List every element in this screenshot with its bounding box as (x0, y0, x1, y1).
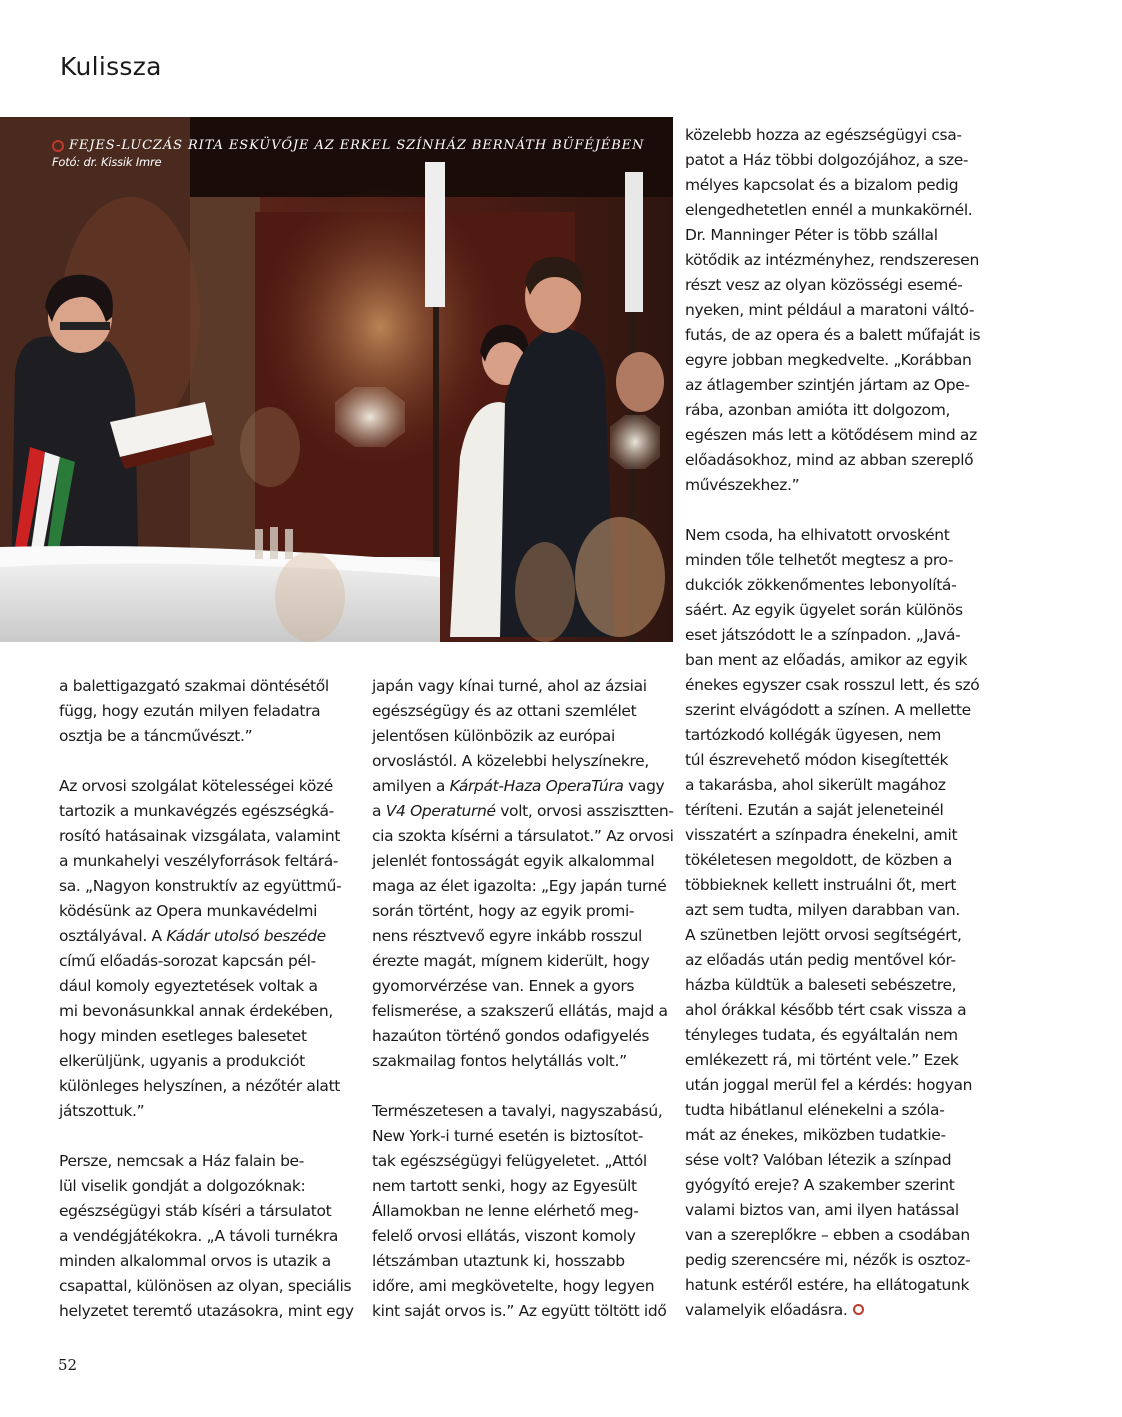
text-line: jelentősen különbözik az európai (372, 727, 615, 745)
wedding-photo (0, 117, 673, 642)
text-line: hazaúton történő gondos odafigyelés (372, 1027, 650, 1045)
ring-bullet-icon (52, 140, 64, 152)
paragraph-gap (685, 498, 980, 523)
text-line: amilyen a Kárpát-Haza OperaTúra vagy (372, 777, 665, 795)
text-line: japán vagy kínai turné, ahol az ázsiai (372, 677, 647, 695)
text-line: maga az élet igazolta: „Egy japán turné (372, 877, 667, 895)
text-line: a V4 Operaturné volt, orvosi asszisztten- (372, 802, 674, 820)
text-line: téríteni. Ezután a saját jeleneteinél (685, 801, 944, 819)
text-line: részt vesz az olyan közösségi esemé- (685, 276, 963, 294)
text-line: Persze, nemcsak a Ház falain be- (59, 1152, 304, 1170)
text-line: időre, ami megkövetelte, hogy legyen (372, 1277, 655, 1295)
text-line: azt sem tudta, milyen darabban van. (685, 901, 960, 919)
text-line: egészségügy és az ottani szemlélet (372, 702, 637, 720)
text-line: szerint elvágódott a színen. A mellette (685, 701, 971, 719)
paragraph-gap (59, 749, 354, 774)
text-line: emlékezett rá, mi történt vele.” Ezek (685, 1051, 959, 1069)
text-line: az előadás után pedig mentővel kór- (685, 951, 956, 969)
text-line: ahol órákkal később tért csak vissza a (685, 1001, 967, 1019)
text-line: Nem csoda, ha elhivatott orvosként (685, 526, 950, 544)
text-line: patot a Ház többi dolgozójához, a sze- (685, 151, 969, 169)
text-line: című előadás-sorozat kapcsán pél- (59, 952, 316, 970)
text-line: tak egészségügyi felügyeletet. „Attól (372, 1152, 647, 1170)
text-line: cia szokta kísérni a társulatot.” Az orvosi (372, 827, 674, 845)
text-line: visszatért a színpadra énekelni, amit (685, 826, 958, 844)
text-line: nens résztvevő egyre inkább rosszul (372, 927, 642, 945)
text-line: játszottuk.” (59, 1102, 145, 1120)
text-line: érezte magát, mígnem kiderült, hogy (372, 952, 650, 970)
text-line: az átlagember szintjén jártam az Ope- (685, 376, 970, 394)
text-line: hatunk estéről estére, ha ellátogatunk (685, 1276, 970, 1294)
article-column-1 (59, 674, 354, 1324)
text-line: mi bevonásunkkal annak érdekében, (59, 1002, 333, 1020)
text-line: nyeken, mint például a maratoni váltó- (685, 301, 975, 319)
text-line: után joggal merül fel a kérdés: hogyan (685, 1076, 973, 1094)
text-line: egyre jobban megkedvelte. „Korábban (685, 351, 972, 369)
text-line: csapattal, különösen az olyan, speciális (59, 1277, 352, 1295)
text-line: A szünetben lejött orvosi segítségért, (685, 926, 962, 944)
text-line: mélyes kapcsolat és a bizalom pedig (685, 176, 959, 194)
text-line: rába, azonban amióta itt dolgozom, (685, 401, 951, 419)
text-line: Dr. Manninger Péter is több szállal (685, 226, 938, 244)
text-line: ködésünk az Opera munkavédelmi (59, 902, 318, 920)
caption-title (52, 138, 644, 153)
text-line: túl észrevehető módon kisegítették (685, 751, 949, 769)
text-line: létszámban utaztunk ki, hosszabb (372, 1252, 625, 1270)
text-line: futás, de az opera és a balett műfaját is (685, 326, 981, 344)
text-line: mát az énekes, miközben tudatkie- (685, 1126, 946, 1144)
text-line: gyógyító ereje? A szakember szerint (685, 1176, 955, 1194)
text-line: kötődik az intézményhez, rendszeresen (685, 251, 979, 269)
text-line: tartozik a munkavégzés egészségká- (59, 802, 334, 820)
text-line: sa. „Nagyon konstruktív az együttmű- (59, 877, 342, 895)
text-line: osztályával. A Kádár utolsó beszéde (59, 927, 326, 945)
text-line: dául komoly egyeztetések voltak a (59, 977, 318, 995)
page-number: 52 (58, 1356, 78, 1374)
text-line: egészen más lett a kötődésem mind az (685, 426, 977, 444)
text-line: tartózkodó kollégák ügyesen, nem (685, 726, 942, 744)
work-title: V4 Operaturné (385, 802, 496, 820)
text-line: eset játszódott le a színpadon. „Javá- (685, 626, 961, 644)
caption-title-text: FEJES-LUCZÁS RITA ESKÜVŐJE AZ ERKEL SZÍNHÁZ BERNÁTH BÜFÉJÉBEN (69, 138, 645, 153)
text-line: a balettigazgató szakmai döntésétől (59, 677, 329, 695)
text-line: sáért. Az egyik ügyelet során különös (685, 601, 963, 619)
text-line: valami biztos van, ami ilyen hatással (685, 1201, 959, 1219)
text-line: New York-i turné esetén is biztosítot- (372, 1127, 644, 1145)
text-line: függ, hogy ezután milyen feladatra (59, 702, 321, 720)
text-line: nem tartott senki, hogy az Egyesült (372, 1177, 637, 1195)
text-line: során történt, hogy az egyik promi- (372, 902, 635, 920)
text-line: minden alkalommal orvos is utazik a (59, 1252, 331, 1270)
text-line: rosító hatásainak vizsgálata, valamint (59, 827, 341, 845)
text-line: tényleges tudata, és egyáltalán nem (685, 1026, 958, 1044)
text-line: valamelyik előadásra. (685, 1298, 980, 1323)
text-line: pedig szerencsére mi, nézők is osztoz- (685, 1251, 971, 1269)
photo-credit: Fotó: dr. Kissik Imre (52, 155, 162, 169)
text-line: orvoslástól. A közelebbi helyszínekre, (372, 752, 649, 770)
article-column-2 (372, 674, 674, 1324)
text-line: elengedhetetlen ennél a munkakörnél. (685, 201, 973, 219)
text-line: felismerése, a szakszerű ellátás, majd a (372, 1002, 668, 1020)
text-line: egészségügyi stáb kíséri a társulatot (59, 1202, 332, 1220)
text-line: hogy minden esetleges balesetet (59, 1027, 307, 1045)
text-line: sése volt? Valóban létezik a színpad (685, 1151, 952, 1169)
text-line: van a szereplőkre – ebben a csodában (685, 1226, 970, 1244)
work-title: Kádár utolsó beszéde (166, 927, 326, 945)
text-line: Államokban ne lenne elérhető meg- (372, 1202, 639, 1220)
text-line: Természetesen a tavalyi, nagyszabású, (372, 1102, 663, 1120)
text-line: jelenlét fontosságát egyik alkalommal (372, 852, 655, 870)
text-line: gyomorvérzése van. Ennek a gyors (372, 977, 635, 995)
text-line: kint saját orvos is.” Az együtt töltött idő (372, 1302, 667, 1320)
end-of-article-icon (853, 1304, 864, 1315)
text-line: szakmailag fontos helytállás volt.” (372, 1052, 627, 1070)
text-line: ban ment az előadás, amikor az egyik (685, 651, 968, 669)
article-column-3 (685, 123, 980, 1323)
text-line: a munkahelyi veszélyforrások feltárá- (59, 852, 339, 870)
text-line: osztja be a táncművészt.” (59, 727, 253, 745)
text-line: közelebb hozza az egészségügyi csa- (685, 126, 962, 144)
text-line: tökéletesen megoldott, de közben a (685, 851, 953, 869)
paragraph-gap (59, 1124, 354, 1149)
text-line: művészekhez.” (685, 476, 800, 494)
text-line: a vendégjátékokra. „A távoli turnékra (59, 1227, 339, 1245)
text-line: helyzetet teremtő utazásokra, mint egy (59, 1302, 354, 1320)
text-line: Az orvosi szolgálat kötelességei közé (59, 777, 333, 795)
text-line: különleges helyszínen, a nézőtér alatt (59, 1077, 341, 1095)
text-line: minden tőle telhetőt megtesz a pro- (685, 551, 954, 569)
text-line: dukciók zökkenőmentes lebonyolítá- (685, 576, 957, 594)
section-title: Kulissza (60, 52, 162, 81)
text-line: felelő orvosi ellátás, viszont komoly (372, 1227, 636, 1245)
text-line: énekes egyszer csak rosszul lett, és szó (685, 676, 980, 694)
photo-caption (52, 138, 644, 169)
text-line: tudta hibátlanul elénekelni a szóla- (685, 1101, 945, 1119)
text-line: a takarásba, ahol sikerült magához (685, 776, 946, 794)
text-line: többieknek kellett instruálni őt, mert (685, 876, 957, 894)
text-line: előadásokhoz, mind az abban szereplő (685, 451, 974, 469)
paragraph-gap (372, 1074, 667, 1099)
text-line: elkerüljünk, ugyanis a produkciót (59, 1052, 305, 1070)
text-line: házba küldtük a baleseti sebészetre, (685, 976, 957, 994)
work-title: Kárpát-Haza OperaTúra (449, 777, 624, 795)
text-line: lül viselik gondját a dolgozóknak: (59, 1177, 306, 1195)
